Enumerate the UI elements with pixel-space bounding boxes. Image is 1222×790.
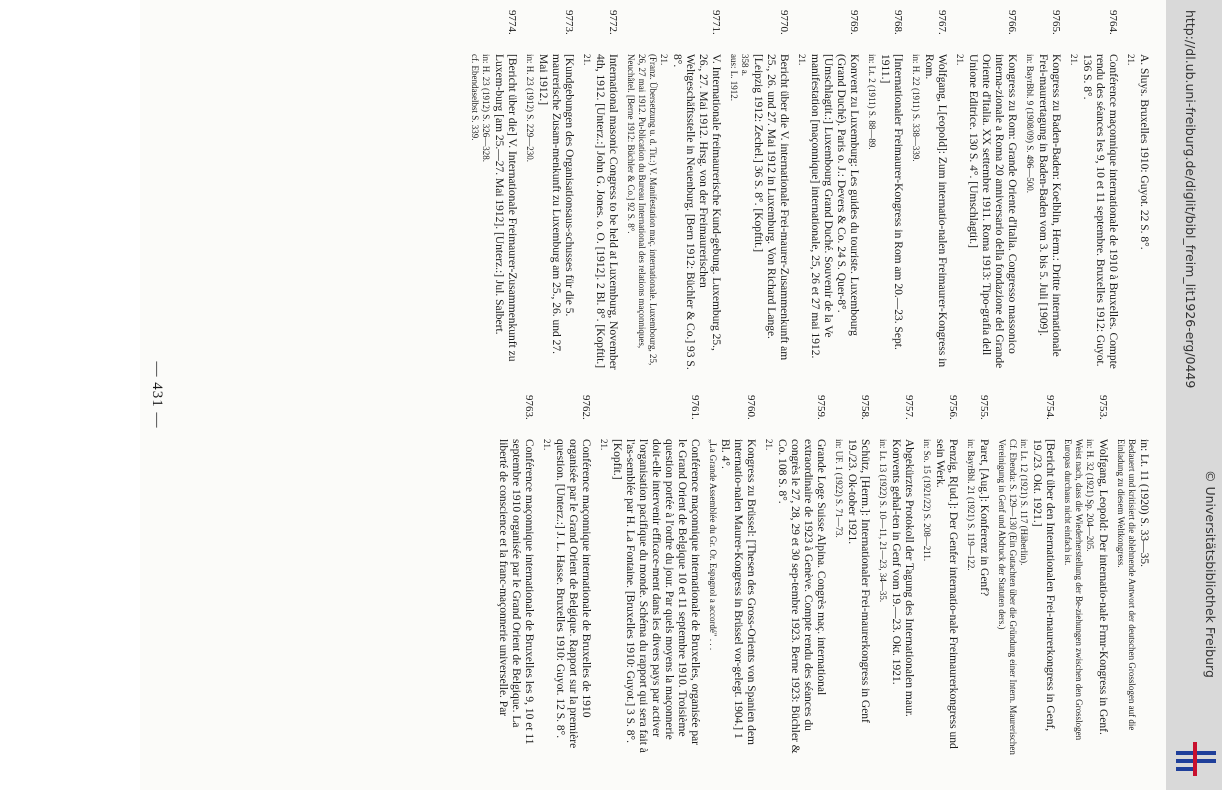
entry-number: 9767. [936,10,948,35]
entry-ref: 21. [582,54,592,66]
entry-ref: in: Lt. 12 (1921) S. 117 (Häberlin). [1019,439,1029,566]
entry-note: (Franz. Übersetzung u. d. Tit.:) V. Manifestation maç. internationale. Luxembourg, 25, 26, 27 mai 1912. Pu-blication du Bureau International des relations maçonniques, Neuchâtel. [Berne 1912: Büchler & Co.] 92 S. 8°. [626,54,658,366]
entry-title: V. Internationale freimaurerische Kund-gebung. Luxemburg 25., 26., 27. Mai 1912. Hrsg. von der Freimaurerischen Weltgeschäftsstelle in Neuenburg. [Bern 1912: Büchler & Co.] 93 S. 8°. [671,54,722,370]
entry-title: Conférence maçonnique internationale de Bruxelles, organisée par le Grand Orient de Belgique 10 et 11 septembre 1910. Troisième question portée à l'ordre du jour. Par quels moyens la maçonnerie doit-elle intervenir efficace-ment dans les divers pays par activer l'organisation pacifique du monde. Schéma du rapport qui sera fait à l'as-semblée par H. La Fontaine. [Bruxelles 1910: Guyot.] 3 S. 8°. [Kopfit.] [611,439,701,753]
entry-body [796,54,860,370]
entry-title: A. Sluys. Bruxelles 1910: Guyot. 22 S. 8°. [1138,54,1150,250]
entry-number: 9762. [580,395,592,420]
scanned-page [140,0,1170,790]
entry-number: 9772. [607,10,619,35]
entry-title: [Internationaler Freimaurer-Kongress in Rom am 20.—23. Sept. 1911.] [879,54,904,350]
bibliography-entry [763,395,827,755]
entry-title: in: Lt. 11 (1920) S. 33—35. [1138,439,1150,567]
library-sidebar [1166,0,1222,790]
entry-title: Abgekürztes Protokoll der Tagung des Internationalen maur. Konvents gehal-ten in Genf vom 19.—23. Okt. 1921. [890,439,915,717]
entry-ref: 358 a. [740,54,750,76]
entry-number: 9756. [947,395,959,420]
entry-title: Conférence maçonnique internationale de 1910 à Bruxelles. Compte rendu des séances les 9, 10 et 11 septembre. Bruxelles 1912: Guyot. 136 S. 8°. [1081,54,1119,369]
right-column [463,10,1150,370]
rotated-page-content [140,0,1170,790]
entry-body [598,439,701,755]
entry-title: Grande Loge Suisse Alpina. Congrès maç. international extraordinaire de 1923 à Genève. Compte rendu des séances du congrès le 27, 28, 29 et 30 sep-tembre 1923. Berne 1923: Büchler & Co. 108 S. 8°. [776,439,827,754]
entry-title: Wolfgang, L[eopold]: Zum internatio-nalen Freimaurer-Kongress in Rom. [923,54,948,368]
bibliography-entry [910,10,948,370]
entry-number: 9766. [1006,10,1018,35]
entry-number: 9758. [859,395,871,420]
entry-ref: in: H. 23 (1912) S. 229—230. [525,54,535,162]
bibliography-entry [1062,395,1109,755]
bibliography-entry [965,395,990,755]
entry-body [728,54,790,370]
entry-number: 9754. [1044,395,1056,420]
entry-ref: 21. [955,54,965,66]
entry-number: 9774. [506,10,518,35]
entry-title: [Kundgebungen des Organisationsaus-schusses für die 5. maurerische Zusam-menkunft zu Luxemburg am 25., 26. und 27. Mai 1912.] [537,54,575,354]
bibliography-entry [707,395,757,755]
entry-ref: 21. [599,439,609,451]
entry-note: cf. Ebendaselbst S. 339. [470,54,480,141]
entry-body [910,54,948,370]
bibliography-entry [1068,10,1119,370]
bibliography-entry [877,395,915,755]
entry-body [954,54,1018,370]
entry-title: Wolfgang, Leopold: Der internatio-nale Frmr-Kongress in Genf. [1097,439,1109,735]
bibliography-entry [625,10,722,370]
entry-ref: 21. [797,54,807,66]
entry-number: 9760. [745,395,757,420]
bibliography-entry [796,10,860,370]
entry-number: 9768. [892,10,904,35]
entry-body [1115,439,1150,755]
entry-body [996,439,1056,755]
bibliography-entry [598,395,701,755]
entry-title: Schütz, [Herm.]: Internationaler Frei-maurerkongress in Genf 19./23. Ok-tober 1921. [846,439,871,723]
entry-body [763,439,827,755]
entry-title: Bericht über die V. internationale Frei-maurer-Zusammenkunft am 25., 26. und 27. Mai 1912 in Luxemburg. Von Richard Lange. [Leipzig 1912: Zechel.] 36 S. 8°. [Kopftit.] [752,54,790,361]
entry-number: 9763. [523,395,535,420]
entry-body [707,439,757,755]
bibliography-entry [728,10,790,370]
entry-ref: in: UF. 1 (1922) S. 71—73. [834,439,844,538]
bibliography-entry [581,10,619,370]
entry-body [877,439,915,755]
copyright-notice: © Universitätsbibliothek Freiburg [1203,470,1218,678]
entry-title: Penzig, R[ud.]: Der Genfer internatio-nale Freimaurerkongress und sein Werk. [934,439,959,749]
bibliography-entry [1024,10,1062,370]
entry-number: 9757. [903,395,915,420]
entry-body [1062,439,1109,755]
entry-number: 9770. [778,10,790,35]
bibliography-entry [866,10,904,370]
entry-body [866,54,904,370]
entry-number: 9765. [1050,10,1062,35]
entry-number: 9761. [689,395,701,420]
bibliography-entry [541,395,592,755]
entry-body [469,54,518,370]
entry-ref: 21. [764,439,774,451]
entry-title: Kongress zu Rom: Grande Oriente d'Italia. Congresso massonico interna-zionale a Roma 20 anniversario della fondazione del Grande Oriente d'Italia. XX settembre 1911. Roma 1913: Tipo-grafia dell Unione Editrice. 130 S. 4°. [Umschlagtit.] [967,54,1018,369]
entry-title: Konvent zu Luxemburg: Les guides du touriste. Luxembourg (Grand Duché). Paris o. J.: Devers & Co. 24 S. Quer-8°. [Umschlagtit.:] Luxembourg Grand Duché. Souvenir de la Ve manifestation [maçonnique] internationale, 25, 26 et 27 mai 1912. [809,54,860,359]
entry-title: [Bericht über die] V. Internationale Freimaurer-Zusammenkunft zu Luxem-burg [am 25.—27. Mai 1912]. [Unterz.:] Jul. Salbert. [493,54,518,362]
bibliography-entry [496,395,535,755]
entry-body [965,439,990,755]
entry-body [1125,54,1150,370]
entry-number [1115,395,1150,439]
left-column [490,395,1150,755]
entry-body [625,54,722,370]
entry-ref: 21. [542,439,552,451]
bibliography-entry [833,395,871,755]
entry-body [496,439,535,755]
entry-ref: in: So. 15 (1921/22) S. 208—211. [922,439,932,562]
page-number-header: — 431 — [149,361,165,429]
entry-number: 9773. [563,10,575,35]
entry-body [921,439,959,755]
ub-freiburg-logo-icon [1176,742,1216,776]
entry-body [581,54,619,370]
entry-number: 9753. [1097,395,1109,420]
entry-number: 9771. [710,10,722,35]
bibliography-entry [469,10,518,370]
entry-ref: in: Lt. 13 (1922) S. 10—11, 21—23, 34—35. [878,439,888,603]
entry-body [1024,54,1062,370]
bibliography-entry [524,10,575,370]
entry-number: 9755. [978,395,990,420]
entry-note: Cf. Ebenda: S. 129—130 (Ein Gutachten über die Gründung einer Intern. Maurerischen Vereinigung in Genf und Abdruck der Statuten ders.) [997,439,1018,755]
entry-title: Kongress zu Baden-Baden: Koelblin, Herm.: Dritte internationale Frei-maurertagung in Baden-Baden vom 3. bis 5. Juli [1909]. [1037,54,1062,357]
entry-ref: in: H. 23 (1912) S. 326—328. [481,54,491,162]
entry-title: Kongress zu Brüssel: [Thesen des Gross-Orients von Spanien dem internatio-nalen Maurer-Kongress in Brüssel vor-gelegt. 1904.] 1 Bl. 4°. [719,439,757,745]
entry-title: Conférence maçonnique internationale de Bruxelles de 1910 organisée par le Grand Orient de Belgique. Rapport sur la première question. [Unterz.:] J. L. Hasse. Bruxelles 1910: Guyot. 12 S. 8°. [554,439,592,749]
entry-number: 9759. [815,395,827,420]
entry-note: Bedauert und kritisiert die ablehnende Antwort der deutschen Grosslogen auf die Einladung zu diesem Weltkongress. [1116,439,1137,731]
entry-note: aus: L. 1912. [729,54,739,101]
entry-number: 9764. [1107,10,1119,35]
entry-note: „La Grande Assemblée du Gr. Or. Espagnol a accordé" . . . [708,439,718,651]
entry-title: Paret, [Aug.]: Konferenz in Genf? [978,439,990,597]
entry-ref: 21. [1069,54,1079,66]
entry-ref: in: BayrBbl. 21 (1921) S. 119—122. [966,439,976,571]
entry-ref: 21. [659,54,669,66]
bibliography-entry [1115,395,1150,755]
bibliography-entry [996,395,1056,755]
bibliography-entry [954,10,1018,370]
entry-title: International masonic Congress to be held at Luxemburg, November 4th, 1912. [Unterz.:] John G. Jones. o. O. [1912]. 2 Bl. 8°. [Kopftit.] [594,54,619,370]
bibliography-entry [921,395,959,755]
entry-ref: in: BayrBbl. 9 (1908/09) S. 496—500. [1025,54,1035,193]
entry-ref: 21. [1126,54,1136,66]
entry-ref: in: H. 32 (1921) Sp. 204—205. [1085,439,1095,552]
entry-body [833,439,871,755]
entry-title: [Bericht über den Internationalen Frei-maurerkongress in Genf, 19./23. Okt. 1921.] [1031,439,1056,732]
entry-note: Weist nach, dass die Wiederherstellung der Be-ziehungen zwischen den Grosslogen Europas durchaus nicht einfach ist. [1063,439,1084,741]
document-url-link[interactable]: http://dl.ub.uni-freiburg.de/diglit/bibl_freim_lit1926-erg/0449 [1183,10,1198,389]
entry-body [541,439,592,755]
entry-ref: in: H. 22 (1911) S. 338—339. [911,54,921,162]
bibliography-entry [1125,10,1150,370]
entry-number: 9769. [848,10,860,35]
entry-title: Conférence maçonnique internationale de Bruxelles les 9, 10 et 11 septembre 1910 organisée par le Grand Orient de Belgique. La liberté de conscience et la franc-maçonnerie universelle. Par [497,439,535,745]
entry-body [1068,54,1119,370]
entry-number [1125,10,1150,54]
entry-body [524,54,575,370]
entry-ref: in: Lt. 2 (1911) S. 88—89. [867,54,877,150]
